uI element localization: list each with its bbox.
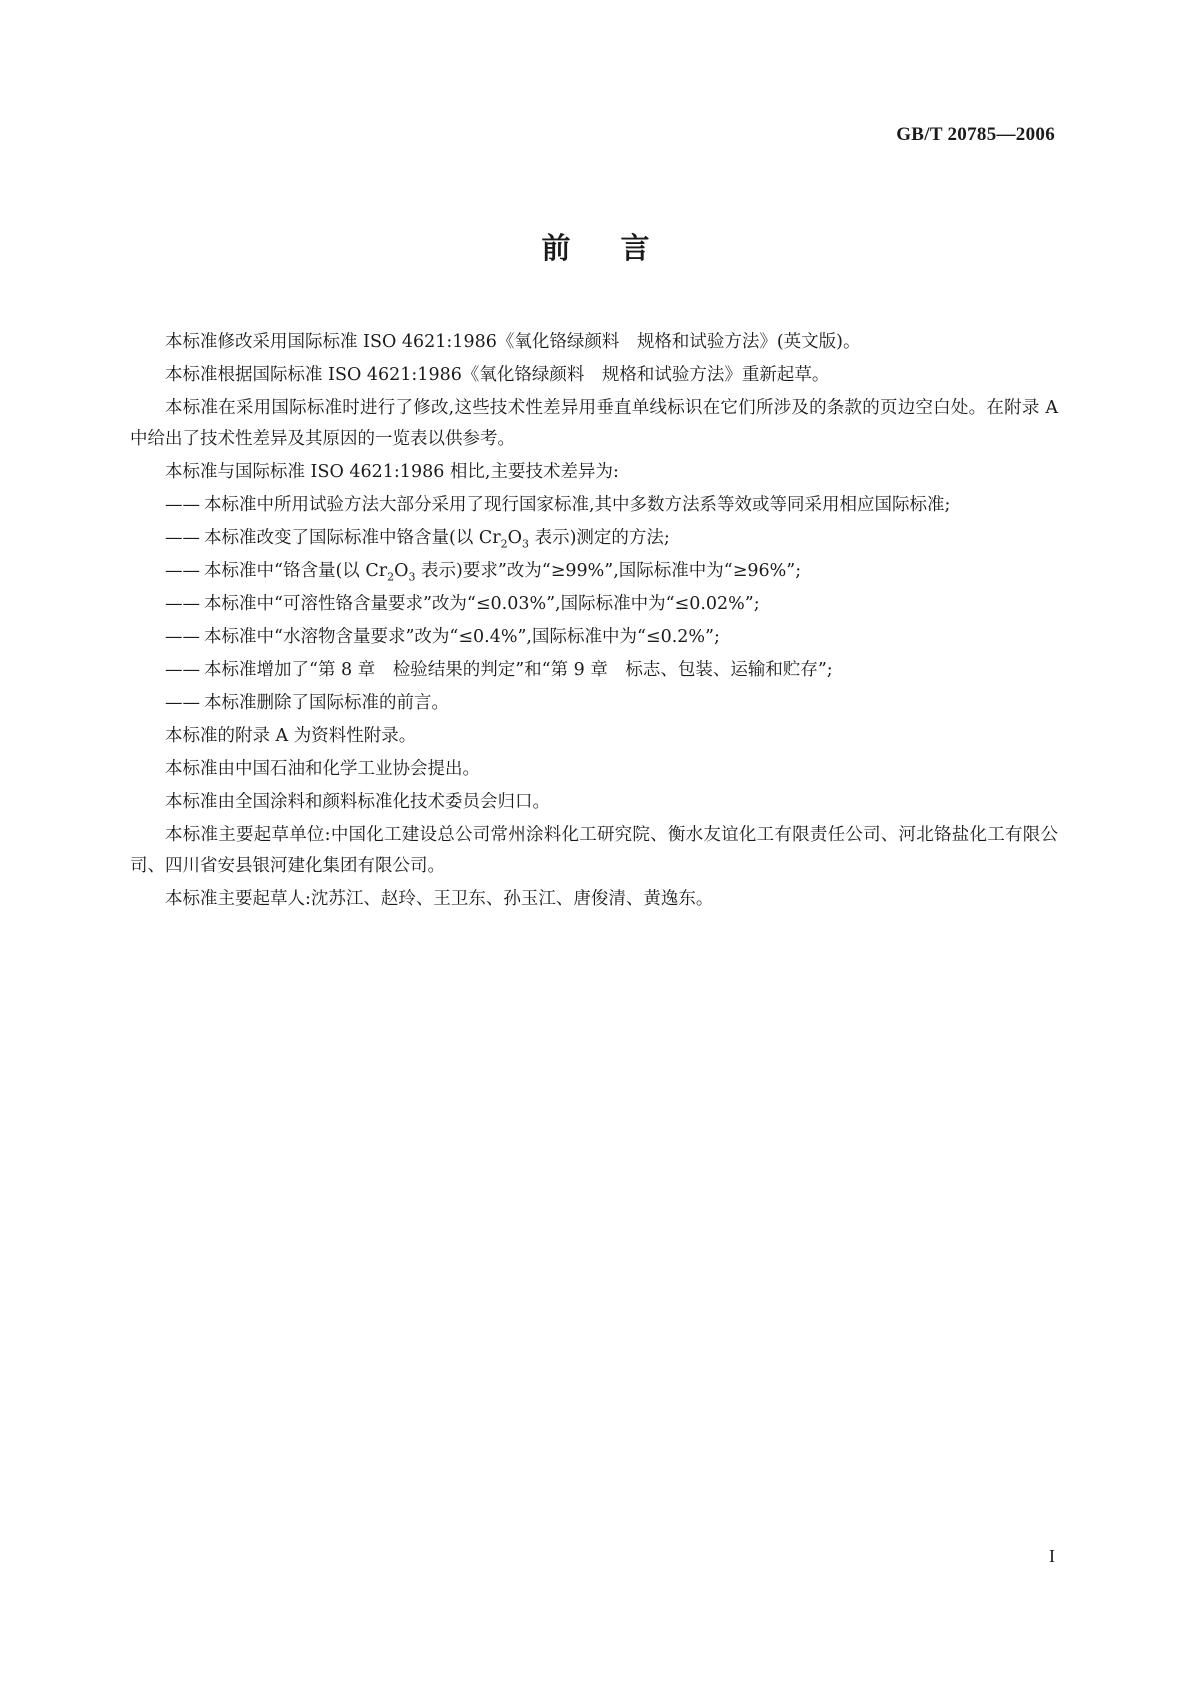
difference-item (130, 589, 1058, 620)
dash-mark: —— (165, 561, 200, 581)
paragraph-committee: 本标准由全国涂料和颜料标准化技术委员会归口。 (165, 792, 550, 812)
subscript: 2 (387, 570, 395, 584)
difference-text: 本标准中所用试验方法大部分采用了现行国家标准,其中多数方法系等效或等同采用相应国际标准; (204, 495, 951, 515)
difference-item (130, 523, 1058, 554)
difference-text: 本标准删除了国际标准的前言。 (204, 693, 449, 713)
difference-text: 表示)测定的方法; (529, 528, 670, 548)
subscript: 2 (500, 537, 508, 551)
subscript: 3 (522, 537, 530, 551)
difference-item (130, 490, 1058, 521)
difference-item (130, 622, 1058, 653)
difference-item (130, 688, 1058, 719)
paragraph-differences-intro: 本标准与国际标准 ISO 4621:1986 相比,主要技术差异为: (165, 462, 619, 482)
difference-item (130, 655, 1058, 686)
dash-mark: —— (165, 693, 200, 713)
difference-text: 本标准中“铬含量(以 Cr (204, 561, 388, 581)
page-title: 前言 (541, 231, 700, 265)
difference-text: 本标准改变了国际标准中铬含量(以 Cr (204, 528, 501, 548)
paragraph-annex: 本标准的附录 A 为资料性附录。 (165, 726, 417, 746)
difference-text: O (394, 561, 409, 581)
dash-mark: —— (165, 660, 200, 680)
subscript: 3 (408, 570, 416, 584)
dash-mark: —— (165, 627, 200, 647)
difference-item (130, 556, 1058, 587)
dash-mark: —— (165, 528, 200, 548)
difference-text: 表示)要求”改为“≥99%”,国际标准中为“≥96%”; (415, 561, 802, 581)
dash-mark: —— (165, 594, 200, 614)
paragraph-proposer: 本标准由中国石油和化学工业协会提出。 (165, 759, 480, 779)
dash-mark: —— (165, 495, 200, 515)
paragraph-adoption: 本标准修改采用国际标准 ISO 4621:1986《氧化铬绿颜料 规格和试验方法》(英文版)。 (165, 332, 861, 352)
paragraph-drafting-basis: 本标准根据国际标准 ISO 4621:1986《氧化铬绿颜料 规格和试验方法》重新起草。 (165, 365, 830, 385)
paragraph-drafting-units: 本标准主要起草单位:中国化工建设总公司常州涂料化工研究院、衡水友谊化工有限责任公司、河北铬盐化工有限公司、四川省安县银河建化集团有限公司。 (130, 825, 1058, 876)
difference-text: O (507, 528, 523, 548)
page-number: I (1049, 1546, 1055, 1566)
difference-text: 本标准中“水溶物含量要求”改为“≤0.4%”,国际标准中为“≤0.2%”; (204, 627, 720, 647)
difference-text: 本标准增加了“第 8 章 检验结果的判定”和“第 9 章 标志、包装、运输和贮存”; (204, 660, 833, 680)
paragraph-modifications: 本标准在采用国际标准时进行了修改,这些技术性差异用垂直单线标识在它们所涉及的条款的页边空白处。在附录 A 中给出了技术性差异及其原因的一览表以供参考。 (130, 398, 1058, 449)
standard-number: GB/T 20785—2006 (896, 124, 1055, 145)
preface-body (130, 327, 1058, 917)
paragraph-drafters: 本标准主要起草人:沈苏江、赵玲、王卫东、孙玉江、唐俊清、黄逸东。 (165, 889, 714, 909)
difference-text: 本标准中“可溶性铬含量要求”改为“≤0.03%”,国际标准中为“≤0.02%”; (204, 594, 760, 614)
